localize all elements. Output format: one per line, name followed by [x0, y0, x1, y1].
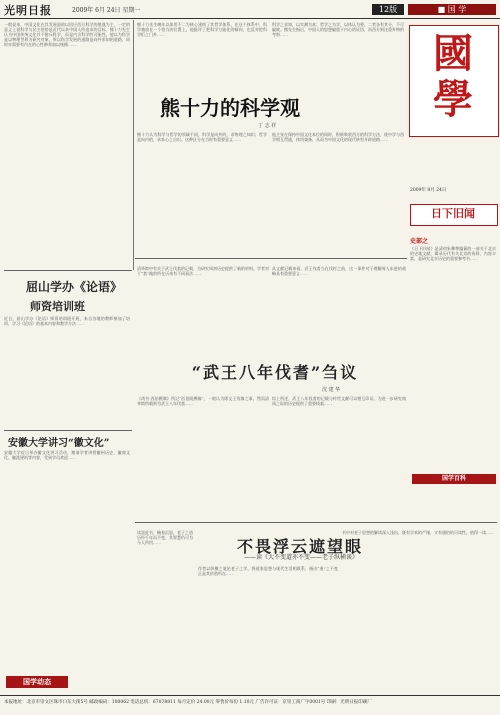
issue-date: 2009年 6月 24日 星期一 [72, 7, 141, 14]
left-column-text: 一般说来，中国文化在其发展面前以回应西方科学的挑战为主，一定的意义上说科学与民主恰恰是近代以来中国人所追求的目标。熊十力先生认为中国传统文化并不排斥科学，而是内含科学的可能性。他以为科学是以物理世界为研究对象，所以科学发展的道路是向外求知的道路，同时亦需要有内在的心性修养加以统摄…… [4, 22, 130, 47]
column-tab-title: 日下旧闻 [431, 207, 475, 220]
lead-article-title: 熊十力的科学观 [160, 96, 300, 120]
side-label: 国学百科 [412, 474, 496, 484]
lead-text-top-left: 熊十力先生晚年以体用不二为核心建构了其哲学体系，在这个体系中，科学被放在一个恰当的位置上。他批评了把科学万能化的倾向，也反对把科学拒之门外…… [137, 22, 267, 37]
mid-article-title-1: 屈山学办《论语》 [26, 280, 123, 294]
wuwang-text-col2: 综上所述，武王八年伐耆的记载与传世文献可以相互印证，为进一步研究商周之际的历史提供了重要线索…… [272, 396, 406, 406]
editor-info: 2009年 8月 24日 [410, 188, 447, 193]
sidebar-text: 《日下旧闻》是清初朱彝尊编纂的一部关于北京的史地文献，辑录历代有关北京的资料，内容丰富，是研究北京历史的重要参考书…… [410, 246, 496, 261]
wuwang-text-col1: 《尚书·西伯戡黎》所记“西伯既戡黎”，一般认为即文王伐黎之事。然而清华简所载则为武王八年伐耆…… [137, 396, 269, 406]
wuwang-article-title: “武王八年伐耆”刍议 [191, 363, 359, 382]
mid-rule [4, 270, 132, 271]
bottom-article-subtitle: ——读《大不变道亦不变——老子纵横谈》 [243, 554, 358, 561]
guoxue-emblem: 國學 [433, 30, 473, 123]
mid-article-title-2: 师资培训班 [30, 300, 85, 313]
bottom-text-col2: 作者以纵横之笔论老子之学，将道家思想与现代生活相联系，指出“道”之不变正是其价值所在…… [198, 566, 338, 576]
bottom-text-col3: 书中对老子思想的解读深入浅出，既有学术的严谨，又有通俗的可读性，值得一读…… [342, 530, 494, 535]
lead-article-byline: 丁 志 祥 [258, 123, 277, 129]
column-divider [133, 20, 134, 270]
wuwang-article-byline: 沈 建 华 [322, 387, 341, 393]
anhui-article-text: 安徽大学近日举办徽文化讲习活动，邀请学者讲授徽州历史、徽商文化、徽派建筑等内容，受到学员欢迎…… [4, 450, 130, 460]
lead-text-col2: 他主张在保持中国文化本位的同时，积极吸收西方的科学方法，使中学与西学相互贯通，体用兼备，从而为中国文化的现代转型开辟道路…… [272, 132, 404, 142]
bottom-rule [135, 522, 497, 523]
column-heading: 史部之 [410, 238, 429, 245]
footer-text: 本报地址：北京市崇文区珠市口东大街5号 邮政编码：100062 电话总机：67078811 每月定价 24.00元 零售价每份 1.10元 广告许可证：京崇工商广字0001号 印刷：光明日报印刷厂 [4, 700, 372, 705]
anhui-rule [4, 430, 132, 431]
page-number-badge: 12版 [372, 4, 404, 15]
lead-text-top-right: 科学之求知，以实测为本；哲学之为学，以体认为要。二者各有其分，不可偏废。熊先生指出，中国人的思想偏重于内心的证悟，而西方则注重外物的考察…… [272, 22, 404, 37]
bottom-text-col1: 读罢此书，掩卷沉思，老子之道历经千年而不变，其智慧仍可为今人所用…… [137, 530, 193, 545]
news-label: 国学动态 [6, 676, 68, 688]
wuwang-text-top-right: 从文献记载来看，武王伐耆当在伐纣之前，这一事件对于理解周人东进的战略具有重要意义…… [272, 266, 406, 276]
masthead: 光明日报 [4, 4, 52, 17]
page-footer [0, 695, 500, 715]
anhui-article-title: 安徽大学讲习“徽文化” [8, 438, 110, 449]
wuwang-text-top-left: 清华简中有关于武王伐耆的记载，为研究周初历史提供了新的材料。学者对于“耆”地的所在历来有不同看法…… [137, 266, 269, 276]
section-rule [135, 258, 407, 259]
lead-text-col1: 熊十力认为科学与哲学的领域不同，科学是向外的，求物理之知识；哲学是向内的，求本心之自识。这种区分在当时有重要意义…… [137, 132, 267, 142]
mid-article-text: 近日，屈山学办《论语》师资培训班开班，来自各地的教师参加了培训，学习《论语》的基本内容和教学方法…… [4, 316, 130, 326]
bottom-article-title: 不畏浮云遮望眼 [236, 537, 363, 556]
section-banner: ■ 国 学 [408, 4, 496, 15]
